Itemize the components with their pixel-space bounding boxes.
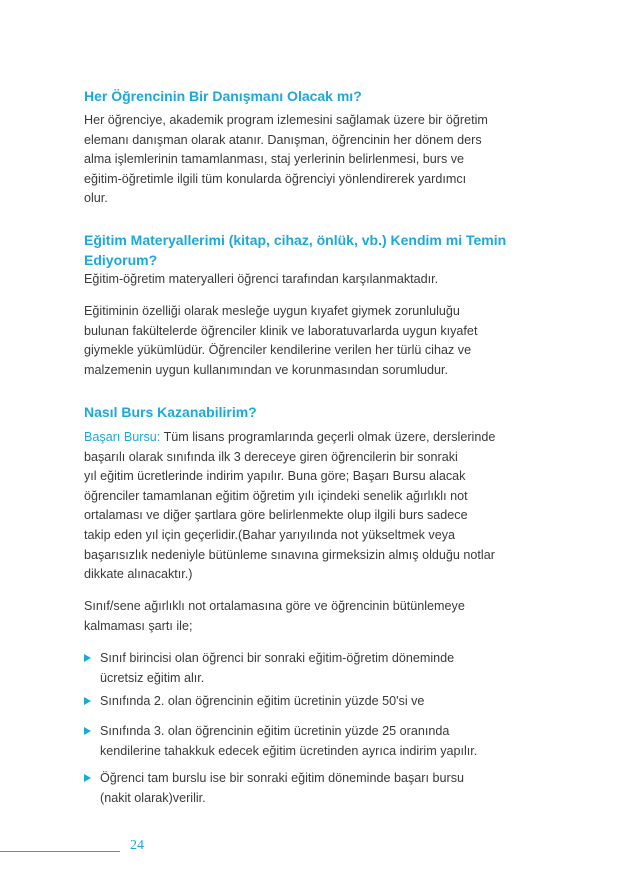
text-line: Eğitiminin özelliği olarak mesleğe uygun kıyafet giymek zorunluluğu (84, 304, 460, 318)
text-line: başarılı olarak sınıfında ilk 3 dereceye giren öğrencilerin bir sonraki (84, 449, 458, 464)
text-line: kalmaması şartı ile; (84, 618, 193, 633)
text-line: Sınıf birincisi olan öğrenci bir sonraki eğitim-öğretim döneminde (100, 651, 455, 665)
text-line: Sınıfında 3. olan öğrencinin eğitim ücretinin yüzde 25 oranında (100, 724, 450, 738)
text-line: (nakit olarak)verilir. (100, 790, 206, 805)
heading-materials (84, 230, 506, 270)
heading-advisor: Her Öğrencinin Bir Danışmanı Olacak mı? (84, 88, 362, 104)
text-line: kendilerine tahakkuk edecek eğitim ücretinden ayrıca indirim yapılır. (100, 743, 478, 758)
list-item (84, 649, 554, 688)
success-scholarship-label: Başarı Bursu: (84, 430, 161, 444)
triangle-bullet-icon (84, 727, 91, 735)
paragraph-success-scholarship (84, 428, 554, 585)
list-item (84, 769, 554, 808)
text-line: Her öğrenciye, akademik program izlemesini sağlamak üzere bir öğretim (84, 113, 488, 127)
text-line: yıl eğitim ücretlerinde indirim yapılır. Buna göre; Başarı Bursu alacak (84, 469, 466, 484)
heading-line: Ediyorum? (84, 252, 158, 268)
triangle-bullet-icon (84, 654, 91, 662)
text-line: ücretsiz eğitim alır. (100, 670, 205, 685)
text-line: eğitim-öğretimle ilgili tüm konularda öğrenciyi yönlendirerek yardımcı (84, 171, 467, 186)
list-item (84, 722, 554, 761)
text-line: ortalaması ve diğer şartlara göre belirlenmekte olup ilgili burs sadece (84, 508, 468, 523)
text-line: elemanı danışman olarak atanır. Danışman, öğrencinin her dönem ders (84, 132, 482, 147)
text-line: bulunan fakültelerde öğrenciler klinik ve laboratuvarlarda uygun kıyafet (84, 323, 478, 338)
text-line: dikkate alınacaktır.) (84, 567, 193, 582)
triangle-bullet-icon (84, 697, 91, 705)
heading-line: Eğitim Materyallerimi (kitap, cihaz, önlük, vb.) Kendim mi Temin (84, 232, 507, 248)
text-line: Öğrenci tam burslu ise bir sonraki eğitim döneminde başarı bursu (100, 771, 464, 785)
heading-scholarship: Nasıl Burs Kazanabilirim? (84, 404, 257, 420)
text-line: Tüm lisans programlarında geçerli olmak üzere, derslerinde (160, 430, 496, 444)
text-line: olur. (84, 191, 108, 206)
text-line: Sınıf/sene ağırlıklı not ortalamasına göre ve öğrencinin bütünlemeye (84, 599, 465, 613)
text-line: takip eden yıl için geçerlidir.(Bahar yarıyılında not yükseltmek veya (84, 527, 455, 542)
text-line: alma işlemlerinin tamamlanması, staj yerlerinin belirlenmesi, burs ve (84, 152, 465, 167)
text-line: giymekle yükümlüdür. Öğrenciler kendilerine verilen her türlü cihaz ve (84, 343, 472, 358)
text-line: Sınıfında 2. olan öğrencinin eğitim ücretinin yüzde 50'si ve (100, 694, 425, 708)
triangle-bullet-icon (84, 774, 91, 782)
text-line: malzemenin uygun kullanımından ve korunmasından sorumludur. (84, 362, 449, 377)
paragraph-advisor (84, 111, 554, 209)
footer-divider (0, 851, 120, 852)
text-line: başarısızlık nedeniyle bütünleme sınavına girmeksizin almış olduğu notlar (84, 547, 495, 562)
list-item (84, 692, 554, 712)
paragraph-scholarship-condition (84, 597, 554, 636)
paragraph-materials-clothing (84, 302, 554, 380)
page-number: 24 (130, 838, 144, 853)
paragraph-materials-cost: Eğitim-öğretim materyalleri öğrenci tarafından karşılanmaktadır. (84, 272, 439, 286)
text-line: öğrenciler tamamlanan eğitim öğretim yılı içindeki senelik ağırlıklı not (84, 488, 468, 503)
